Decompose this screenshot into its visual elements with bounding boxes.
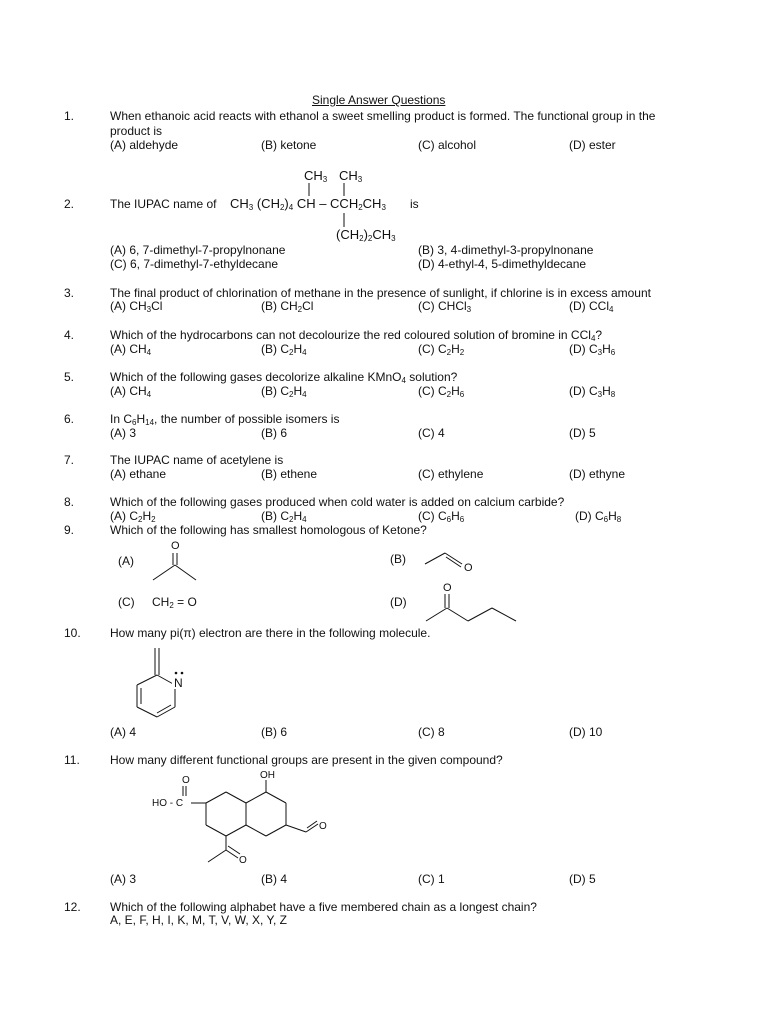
- q4-number: 4.: [64, 328, 75, 342]
- q1-option-d: (D) ester: [569, 138, 616, 152]
- q10-option-b: (B) 6: [261, 725, 288, 739]
- q6-option-b: (B) 6: [261, 426, 288, 440]
- q2-is: is: [410, 197, 419, 211]
- q9-option-c-label: (C): [118, 595, 135, 609]
- q1-option-b: (B) ketone: [261, 138, 317, 152]
- q4-text: Which of the hydrocarbons can not decolourize the red coloured solution of bromine in CCl$_4$?: [110, 328, 603, 343]
- q11-text: How many different functional groups are present in the given compound?: [110, 753, 503, 767]
- svg-text:O: O: [182, 775, 190, 786]
- svg-text:N: N: [174, 676, 183, 690]
- svg-text:O: O: [319, 821, 327, 832]
- q11-option-b: (B) 4: [261, 872, 288, 886]
- q1-option-c: (C) alcohol: [418, 138, 477, 152]
- q9-option-b-acetaldehyde-structure: [420, 548, 480, 578]
- q9-text: Which of the following has smallest homologous of Ketone?: [110, 523, 427, 537]
- q11-option-d: (D) 5: [569, 872, 596, 886]
- q2-methyl-1: $CH_3$: [304, 168, 328, 184]
- q9-option-d-butanone-structure: [420, 578, 520, 628]
- q10-option-a: (A) 4: [110, 725, 137, 739]
- q5-option-b: (B) $C_2H_4$: [261, 384, 307, 399]
- q7-option-d: (D) ethyne: [569, 467, 626, 481]
- q8-text: Which of the following gases produced when cold water is added on calcium carbide?: [110, 495, 565, 509]
- q11-option-a: (A) 3: [110, 872, 137, 886]
- q12-text: Which of the following alphabet have a five membered chain as a longest chain?: [110, 900, 537, 914]
- q10-text: How many pi(π) electron are there in the following molecule.: [110, 626, 431, 640]
- q4-option-b: (B) $C_2H_4$: [261, 342, 307, 357]
- svg-text:O: O: [171, 540, 180, 552]
- q3-text: The final product of chlorination of methane in the presence of sunlight, if chlorine is in excess amount: [110, 286, 651, 300]
- q9-option-c-formula: $CH_2 = O$: [152, 595, 197, 610]
- svg-text:O: O: [239, 855, 247, 866]
- q8-option-d: (D) $C_6H_8$: [575, 509, 622, 524]
- q4-option-d: (D) $C_3H_6$: [569, 342, 616, 357]
- q8-number: 8.: [64, 495, 75, 509]
- q6-option-d: (D) 5: [569, 426, 596, 440]
- q2-option-d: (D) 4-ethyl-4, 5-dimethyldecane: [418, 257, 587, 271]
- q2-option-a: (A) 6, 7-dimethyl-7-propylnonane: [110, 243, 286, 257]
- svg-text:HO - C: HO - C: [152, 798, 184, 809]
- q11-option-c: (C) 1: [418, 872, 445, 886]
- q1-number: 1.: [64, 109, 75, 123]
- q9-option-b-label: (B): [390, 552, 406, 566]
- q12-number: 12.: [64, 900, 81, 914]
- q7-option-b: (B) ethene: [261, 467, 318, 481]
- q5-number: 5.: [64, 370, 75, 384]
- q11-compound-structure: [150, 766, 340, 871]
- svg-text:O: O: [443, 582, 452, 594]
- q9-number: 9.: [64, 523, 75, 537]
- q4-option-c: (C) $C_2H_2$: [418, 342, 465, 357]
- q10-option-d: (D) 10: [569, 725, 603, 739]
- q8-option-c: (C) $C_6H_6$: [418, 509, 465, 524]
- q7-option-a: (A) ethane: [110, 467, 167, 481]
- q2-number: 2.: [64, 197, 75, 211]
- q10-option-c: (C) 8: [418, 725, 445, 739]
- q5-option-c: (C) $C_2H_6$: [418, 384, 465, 399]
- q7-text: The IUPAC name of acetylene is: [110, 453, 284, 467]
- q10-molecule-structure: [128, 643, 198, 723]
- q7-option-c: (C) ethylene: [418, 467, 484, 481]
- q2-propyl: $(CH_2)_2CH_3$: [336, 227, 396, 243]
- svg-text:OH: OH: [260, 770, 275, 781]
- q9-option-d-label: (D): [390, 595, 407, 609]
- q2-bond-lines: [0, 0, 768, 260]
- q3-option-b: (B) $CH_2Cl$: [261, 299, 314, 314]
- q8-option-b: (B) $C_2H_4$: [261, 509, 307, 524]
- q10-number: 10.: [64, 626, 81, 640]
- q2-text: The IUPAC name of: [110, 197, 217, 211]
- q6-option-c: (C) 4: [418, 426, 445, 440]
- svg-text:O: O: [464, 562, 473, 574]
- q2-option-c: (C) 6, 7-dimethyl-7-ethyldecane: [110, 257, 279, 271]
- q6-number: 6.: [64, 412, 75, 426]
- q2-formula-main: $CH_3$ $(CH_2)_4$ CH – $CCH_2CH_3$: [230, 196, 386, 212]
- q8-option-a: (A) $C_2H_2$: [110, 509, 156, 524]
- page-title: Single Answer Questions: [312, 93, 446, 107]
- q5-option-d: (D) $C_3H_8$: [569, 384, 616, 399]
- q1-option-a: (A) aldehyde: [110, 138, 179, 152]
- q2-option-b: (B) 3, 4-dimethyl-3-propylnonane: [418, 243, 594, 257]
- q4-option-a: (A) $CH_4$: [110, 342, 152, 357]
- q5-option-a: (A) $CH_4$: [110, 384, 152, 399]
- q6-text: In $C_6H_{14}$, the number of possible isomers is: [110, 412, 340, 427]
- q11-number: 11.: [64, 753, 80, 767]
- q3-option-c: (C) CHCl$_3$: [418, 299, 472, 314]
- q1-text-line1: When ethanoic acid reacts with ethanol a sweet smelling product is formed. The functional group in the: [110, 109, 656, 123]
- q3-option-a: (A) $CH_3Cl$: [110, 299, 163, 314]
- q7-number: 7.: [64, 453, 75, 467]
- q9-option-a-label: (A): [118, 554, 134, 568]
- q5-text: Which of the following gases decolorize alkaline KMnO$_4$ solution?: [110, 370, 458, 385]
- q6-option-a: (A) 3: [110, 426, 137, 440]
- q9-option-a-acetone-structure: [148, 537, 208, 585]
- q3-option-d: (D) CCl$_4$: [569, 299, 614, 314]
- q2-methyl-2: $CH_3$: [339, 168, 363, 184]
- q3-number: 3.: [64, 286, 75, 300]
- q12-letters: A, E, F, H, I, K, M, T, V, W, X, Y, Z: [110, 913, 287, 927]
- q1-text-line2: product is: [110, 124, 163, 138]
